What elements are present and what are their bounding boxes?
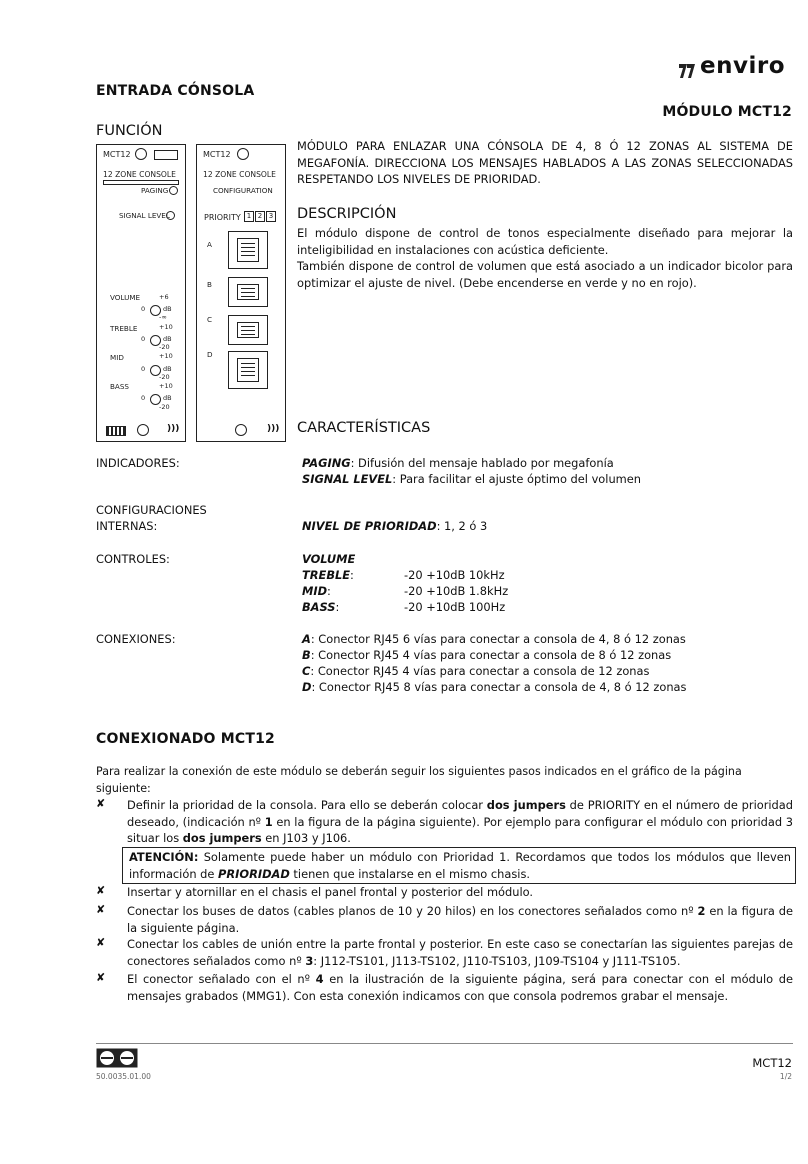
volume-min-label: -∞ bbox=[159, 313, 167, 321]
paging-led-icon bbox=[169, 186, 178, 195]
conexionado-heading: CONEXIONADO MCT12 bbox=[96, 731, 275, 747]
attention-text-a: Solamente puede haber un módulo con Prioridad 1. Recordamos que todos los módulos que lleven información de bbox=[129, 850, 791, 881]
bullet-icon: ✘ bbox=[96, 884, 106, 897]
footer-logo-icon bbox=[96, 1048, 138, 1068]
treble-max-label: +10 bbox=[159, 323, 173, 331]
signal-feature bbox=[302, 471, 641, 488]
bass-zero-label: 0 bbox=[141, 394, 146, 402]
connector-b-jack bbox=[228, 277, 268, 307]
step-3-text-c: en la figura de la siguiente página. bbox=[127, 904, 793, 935]
config-label-1: CONFIGURACIONES bbox=[96, 503, 207, 517]
connector-a-label: A bbox=[207, 240, 212, 249]
conn-a-value: : Conector RJ45 6 vías para conectar a consola de 4, 8 ó 12 zonas bbox=[310, 632, 686, 646]
mid-key: MID bbox=[302, 584, 328, 598]
conn-c-key: C bbox=[302, 664, 311, 678]
screw-icon bbox=[135, 148, 147, 160]
rear-vent-icon: ))) bbox=[267, 424, 280, 434]
treble-colon: : bbox=[350, 568, 354, 582]
treble-min-label: -20 bbox=[159, 343, 170, 351]
bass-colon: : bbox=[335, 600, 340, 614]
step-5 bbox=[127, 971, 793, 1004]
priority-3-box: 3 bbox=[266, 211, 276, 222]
step-5-ref: 4 bbox=[315, 972, 324, 986]
brand-logo bbox=[676, 54, 794, 84]
conn-d-row bbox=[302, 679, 686, 696]
step-3-text-a: Conectar los buses de datos (cables planos de 10 y 20 hilos) en los conectores señalados como nº bbox=[127, 904, 698, 918]
ce-mark-icon bbox=[106, 426, 126, 436]
volume-key: VOLUME bbox=[302, 552, 356, 566]
bullet-icon: ✘ bbox=[96, 936, 106, 949]
conn-a-row bbox=[302, 631, 686, 648]
mid-min-label: -20 bbox=[159, 373, 170, 381]
treble-value: -20 +10dB 10kHz bbox=[404, 568, 505, 582]
volume-label: VOLUME bbox=[110, 293, 141, 302]
signal-level-label: SIGNAL LEVEL bbox=[119, 211, 170, 220]
step-1-text-a: Definir la prioridad de la consola. Para ello se deberán colocar bbox=[127, 798, 487, 812]
attention-text-c: tienen que instalarse en el mismo chasis. bbox=[289, 866, 531, 881]
connector-b-label: B bbox=[207, 280, 212, 289]
step-1-text-g: en J103 y J106. bbox=[261, 831, 351, 845]
step-4-text-a: Conectar los cables de unión entre la parte frontal y posterior. En este caso se conectarían las siguientes parejas de conectores señalados como nº bbox=[127, 937, 793, 968]
mid-value: -20 +10dB 1.8kHz bbox=[404, 584, 509, 598]
bass-value: -20 +10dB 100Hz bbox=[404, 600, 506, 614]
signal-value: : Para facilitar el ajuste óptimo del volumen bbox=[392, 472, 641, 486]
step-4 bbox=[127, 936, 793, 969]
vent-icon: ))) bbox=[167, 424, 180, 434]
descripcion-text-2: También dispone de control de volumen que está asociado a un indicador bicolor para optimizar el ajuste de nivel. (Debe encenderse en verde y no en rojo). bbox=[297, 259, 793, 290]
step-5-text-c: en la ilustración de la siguiente página, será para conectar con el módulo de mensajes grabados (MMG1). Con esta conexión indicamos con que consola podremos grabar el mensaje. bbox=[127, 972, 794, 1003]
connector-c-jack bbox=[228, 315, 268, 345]
mid-colon: : bbox=[327, 584, 331, 598]
step-1-text-e: en la figura de la página siguiente). Por ejemplo para configurar el módulo con prioridad 3 situar los bbox=[127, 814, 793, 845]
mid-label: MID bbox=[110, 353, 124, 362]
bullet-icon: ✘ bbox=[96, 903, 106, 916]
mid-zero-label: 0 bbox=[141, 365, 146, 373]
bass-key-row bbox=[302, 599, 339, 616]
conexionado-intro: Para realizar la conexión de este módulo se deberán seguir los siguientes pasos indicados en el gráfico de la página siguiente: bbox=[96, 765, 742, 795]
bullet-icon: ✘ bbox=[96, 971, 106, 984]
rear-screw-bottom-icon bbox=[235, 424, 247, 436]
conn-b-row bbox=[302, 647, 671, 664]
connector-a-jack bbox=[228, 231, 268, 269]
nivel-key: NIVEL DE PRIORIDAD bbox=[302, 519, 437, 533]
front-divider bbox=[103, 180, 179, 185]
step-1-jumpers: dos jumpers bbox=[486, 798, 566, 812]
connector-d-label: D bbox=[207, 350, 213, 359]
treble-label: TREBLE bbox=[110, 324, 138, 333]
bass-db-label: dB bbox=[163, 394, 172, 402]
caracteristicas-heading: CARACTERÍSTICAS bbox=[297, 420, 431, 436]
conn-d-value: : Conector RJ45 8 vías para conectar a consola de 4, 8 ó 12 zonas bbox=[311, 680, 687, 694]
footer-code: 50.0035.01.00 bbox=[96, 1072, 151, 1081]
connector-d-jack bbox=[228, 351, 268, 389]
funcion-text: MÓDULO PARA ENLAZAR UNA CÓNSOLA DE 4, 8 Ó 12 ZONAS AL SISTEMA DE MEGAFONÍA. DIRECCIONA LOS MENSAJES HABLADOS A LAS ZONAS SELECCIONADAS RESPETANDO LOS NIVELES DE PRIORIDAD. bbox=[297, 139, 793, 186]
nivel-value: : 1, 2 ó 3 bbox=[436, 519, 488, 533]
display-window bbox=[154, 150, 178, 160]
priority-2-box: 2 bbox=[255, 211, 265, 222]
conexiones-label: CONEXIONES: bbox=[96, 632, 176, 646]
conn-b-value: : Conector RJ45 4 vías para conectar a consola de 8 ó 12 zonas bbox=[310, 648, 672, 662]
front-panel-drawing bbox=[96, 144, 186, 442]
step-3-ref: 2 bbox=[697, 904, 706, 918]
signal-key: SIGNAL LEVEL bbox=[302, 472, 393, 486]
front-model-label: MCT12 bbox=[103, 150, 131, 159]
footer-page: 1/2 bbox=[779, 1072, 792, 1081]
volume-zero-label: 0 bbox=[141, 305, 146, 313]
attention-priority: PRIORIDAD bbox=[218, 866, 290, 881]
step-4-text-c: : J112-TS101, J113-TS102, J110-TS103, J109-TS104 y J111-TS105. bbox=[313, 953, 681, 968]
bullet-icon: ✘ bbox=[96, 797, 106, 810]
connector-c-label: C bbox=[207, 315, 213, 324]
nivel-feature bbox=[302, 518, 487, 535]
bass-key: BASS bbox=[302, 600, 336, 614]
step-1-ref: 1 bbox=[264, 814, 273, 829]
attention-label: ATENCIÓN: bbox=[129, 850, 199, 864]
brand-name: enviro bbox=[700, 53, 785, 79]
rear-screw-icon bbox=[237, 148, 249, 160]
section-title: ENTRADA CÓNSOLA bbox=[96, 83, 255, 99]
configuration-label: CONFIGURATION bbox=[213, 186, 273, 195]
paging-key: PAGING bbox=[302, 456, 351, 470]
paging-label: PAGING bbox=[141, 186, 169, 195]
conn-a-key: A bbox=[302, 632, 311, 646]
step-1-text-c: de PRIORITY en el número de prioridad deseado, (indicación nº bbox=[127, 798, 793, 829]
rear-subtitle: 12 ZONE CONSOLE bbox=[203, 170, 276, 179]
module-title: MÓDULO MCT12 bbox=[662, 104, 792, 120]
conn-b-key: B bbox=[302, 648, 311, 662]
treble-key-row bbox=[302, 567, 354, 584]
conn-d-key: D bbox=[302, 680, 312, 694]
step-1 bbox=[127, 797, 793, 847]
screw-bottom-icon bbox=[137, 424, 149, 436]
bass-min-label: -20 bbox=[159, 403, 170, 411]
rear-panel-drawing bbox=[196, 144, 286, 442]
bass-max-label: +10 bbox=[159, 382, 173, 390]
step-3 bbox=[127, 903, 793, 936]
paging-feature bbox=[302, 455, 614, 472]
bass-label: BASS bbox=[110, 382, 129, 391]
volume-db-label: dB bbox=[163, 305, 172, 313]
paging-value: : Difusión del mensaje hablado por megafonía bbox=[350, 456, 614, 470]
treble-db-label: dB bbox=[163, 335, 172, 343]
conn-c-value: : Conector RJ45 4 vías para conectar a consola de 12 zonas bbox=[310, 664, 650, 678]
treble-key: TREBLE bbox=[302, 568, 351, 582]
step-4-ref: 3 bbox=[305, 953, 314, 968]
conn-c-row bbox=[302, 663, 649, 680]
brand-mark-icon bbox=[676, 58, 702, 84]
attention-box bbox=[122, 847, 796, 884]
priority-1-box: 1 bbox=[244, 211, 254, 222]
mid-max-label: +10 bbox=[159, 352, 173, 360]
step-2: Insertar y atornillar en el chasis el panel frontal y posterior del módulo. bbox=[127, 885, 534, 899]
mid-db-label: dB bbox=[163, 365, 172, 373]
config-label-2: INTERNAS: bbox=[96, 519, 158, 533]
front-subtitle: 12 ZONE CONSOLE bbox=[103, 170, 176, 179]
volume-max-label: +6 bbox=[159, 293, 169, 301]
funcion-heading: FUNCIÓN bbox=[96, 123, 163, 139]
step-5-text-a: El conector señalado con el nº bbox=[127, 972, 316, 986]
signal-led-icon bbox=[166, 211, 175, 220]
treble-zero-label: 0 bbox=[141, 335, 146, 343]
controles-label: CONTROLES: bbox=[96, 552, 170, 566]
descripcion-text-1: El módulo dispone de control de tonos especialmente diseñado para mejorar la inteligibilidad en instalaciones con acústica deficiente. bbox=[297, 226, 793, 257]
footer-divider bbox=[96, 1043, 793, 1044]
rear-model-label: MCT12 bbox=[203, 150, 231, 159]
mid-key-row bbox=[302, 583, 331, 600]
descripcion-heading: DESCRIPCIÓN bbox=[297, 206, 397, 222]
footer-model: MCT12 bbox=[752, 1056, 792, 1070]
step-1-jumpers-2: dos jumpers bbox=[182, 831, 262, 845]
priority-label: PRIORITY bbox=[204, 213, 241, 222]
indicadores-label: INDICADORES: bbox=[96, 456, 180, 470]
